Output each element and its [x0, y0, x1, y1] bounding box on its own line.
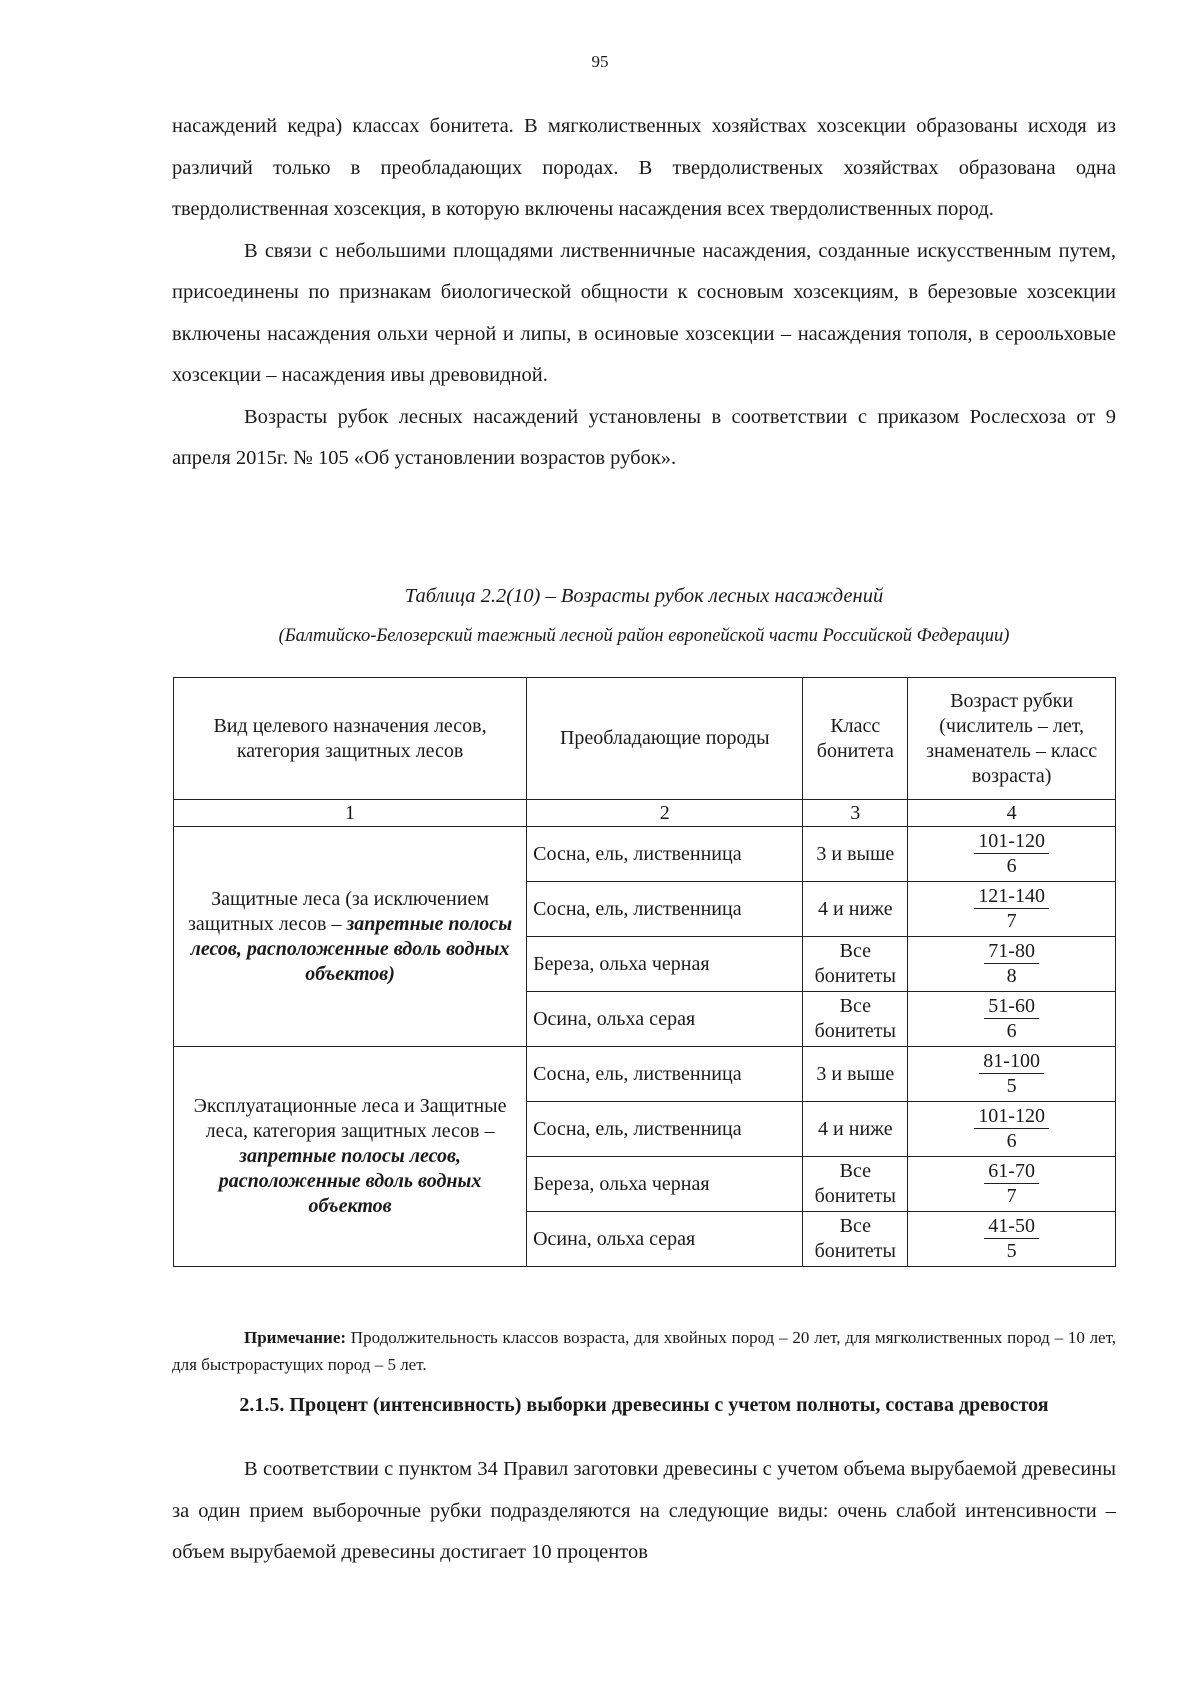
- age-fraction: [984, 994, 1039, 1043]
- harvest-age-cell: [908, 1157, 1116, 1212]
- age-years: 41-50: [984, 1214, 1039, 1239]
- table-subcaption: (Балтийско-Белозерский таежный лесной район европейской части Российской Федерации): [278, 626, 1010, 646]
- bonitet-cell: Все бонитеты: [803, 937, 908, 992]
- forest-category-label: Защитные леса (за исключением защитных лесов –: [188, 887, 489, 935]
- bonitet-cell: Все бонитеты: [803, 992, 908, 1047]
- species-cell: Осина, ольха серая: [527, 992, 803, 1047]
- age-class: 5: [1006, 1075, 1017, 1097]
- age-years: 101-120: [974, 1104, 1049, 1129]
- bonitet-cell: Все бонитеты: [803, 1157, 908, 1212]
- age-fraction: [984, 1159, 1039, 1208]
- bonitet-cell: 3 и выше: [803, 827, 908, 882]
- species-cell: Сосна, ель, лиственница: [527, 882, 803, 937]
- bonitet-cell: 4 и ниже: [803, 882, 908, 937]
- column-number: 1: [174, 800, 527, 827]
- harvest-age-cell: [908, 882, 1116, 937]
- closing-text: [172, 1449, 1116, 1574]
- forest-category-emphasis: запретные полосы лесов, расположенные вдоль водных объектов: [190, 912, 513, 985]
- harvest-age-cell: [908, 1212, 1116, 1267]
- harvest-age-table: [173, 677, 1116, 1267]
- table-row: [174, 827, 1116, 882]
- harvest-age-cell: [908, 1102, 1116, 1157]
- species-cell: Сосна, ель, лиственница: [527, 827, 803, 882]
- harvest-age-cell: [908, 827, 1116, 882]
- age-years: 121-140: [974, 884, 1049, 909]
- harvest-age-cell: [908, 992, 1116, 1047]
- age-fraction: [979, 1049, 1044, 1098]
- header-purpose: Вид целевого назначения лесов, категория защитных лесов: [174, 678, 527, 800]
- forest-category-cell: [174, 1047, 527, 1267]
- header-bonitet: Класс бонитета: [803, 678, 908, 800]
- age-years: 61-70: [984, 1159, 1039, 1184]
- table-note: [172, 1324, 1116, 1378]
- section-heading: 2.1.5. Процент (интенсивность) выборки древесины с учетом полноты, состава древостоя: [239, 1394, 1049, 1416]
- age-years: 51-60: [984, 994, 1039, 1019]
- note-text: Продолжительность классов возраста, для хвойных пород – 20 лет, для мягколиственных пород – 10 лет, для быстрорастущих пород – 5 лет.: [172, 1328, 1116, 1374]
- bonitet-cell: 3 и выше: [803, 1047, 908, 1102]
- age-class: 7: [1006, 1185, 1017, 1207]
- age-fraction: [974, 1104, 1049, 1153]
- bonitet-cell: Все бонитеты: [803, 1212, 908, 1267]
- header-harvest-age: Возраст рубки (числитель – лет, знаменатель – класс возраста): [908, 678, 1116, 800]
- species-cell: Сосна, ель, лиственница: [527, 1047, 803, 1102]
- age-years: 71-80: [984, 939, 1039, 964]
- harvest-age-cell: [908, 937, 1116, 992]
- paragraph-3: Возрасты рубок лесных насаждений установлены в соответствии с приказом Рослесхоза от 9 апреля 2015г. № 105 «Об установлении возрастов рубок».: [172, 405, 1116, 469]
- age-class: 6: [1006, 1130, 1017, 1152]
- forest-category-label: Эксплуатационные леса и Защитные леса, категория защитных лесов –: [193, 1095, 507, 1142]
- age-class: 5: [1006, 1240, 1017, 1262]
- page-number: 95: [591, 52, 609, 71]
- table-header-row: [174, 678, 1116, 800]
- column-number: 3: [803, 800, 908, 827]
- column-number: 2: [527, 800, 803, 827]
- intro-text: [172, 106, 1116, 480]
- age-years: 81-100: [979, 1049, 1044, 1074]
- bonitet-cell: 4 и ниже: [803, 1102, 908, 1157]
- age-fraction: [974, 884, 1049, 933]
- paragraph-2: В связи с небольшими площадями лиственничные насаждения, созданные искусственным путем, присоединены по признакам биологической общности к сосновым хозсекциям, в березовые хозсекции включены насаждения ольхи черной и липы, в осиновые хозсекции – насаждения тополя, в сероольховые хозсекции – насаждения ивы древовидной.: [172, 239, 1116, 386]
- closing-paragraph: В соответствии с пунктом 34 Правил заготовки древесины с учетом объема вырубаемой древесины за один прием выборочные рубки подразделяются на следующие виды: очень слабой интенсивности – объем вырубаемой древесины достигает 10 процентов: [172, 1458, 1116, 1563]
- column-number: 4: [908, 800, 1116, 827]
- header-species: Преобладающие породы: [527, 678, 803, 800]
- age-fraction: [974, 829, 1049, 878]
- species-cell: Береза, ольха черная: [527, 937, 803, 992]
- table-caption: Таблица 2.2(10) – Возрасты рубок лесных насаждений: [404, 585, 884, 607]
- age-class: 6: [1006, 855, 1017, 877]
- age-years: 101-120: [974, 829, 1049, 854]
- age-class: 7: [1006, 910, 1017, 932]
- age-fraction: [984, 1214, 1039, 1263]
- age-class: 6: [1006, 1020, 1017, 1042]
- species-cell: Сосна, ель, лиственница: [527, 1102, 803, 1157]
- age-fraction: [984, 939, 1039, 988]
- table-body: [174, 827, 1116, 1267]
- note-label: Примечание:: [244, 1328, 347, 1347]
- forest-category-tail: ): [388, 962, 395, 985]
- column-number-row: [174, 800, 1116, 827]
- harvest-age-cell: [908, 1047, 1116, 1102]
- species-cell: Осина, ольха серая: [527, 1212, 803, 1267]
- table-row: [174, 1047, 1116, 1102]
- paragraph-1: насаждений кедра) классах бонитета. В мягколиственных хозяйствах хозсекции образованы исходя из различий только в преобладающих породах. В твердолиственых хозяйствах образована одна твердолиственная хозсекция, в которую включены насаждения всех твердолиственных пород.: [172, 115, 1116, 220]
- forest-category-emphasis: запретные полосы лесов, расположенные вдоль водных объектов: [218, 1145, 482, 1217]
- age-class: 8: [1006, 965, 1017, 987]
- species-cell: Береза, ольха черная: [527, 1157, 803, 1212]
- forest-category-cell: [174, 827, 527, 1047]
